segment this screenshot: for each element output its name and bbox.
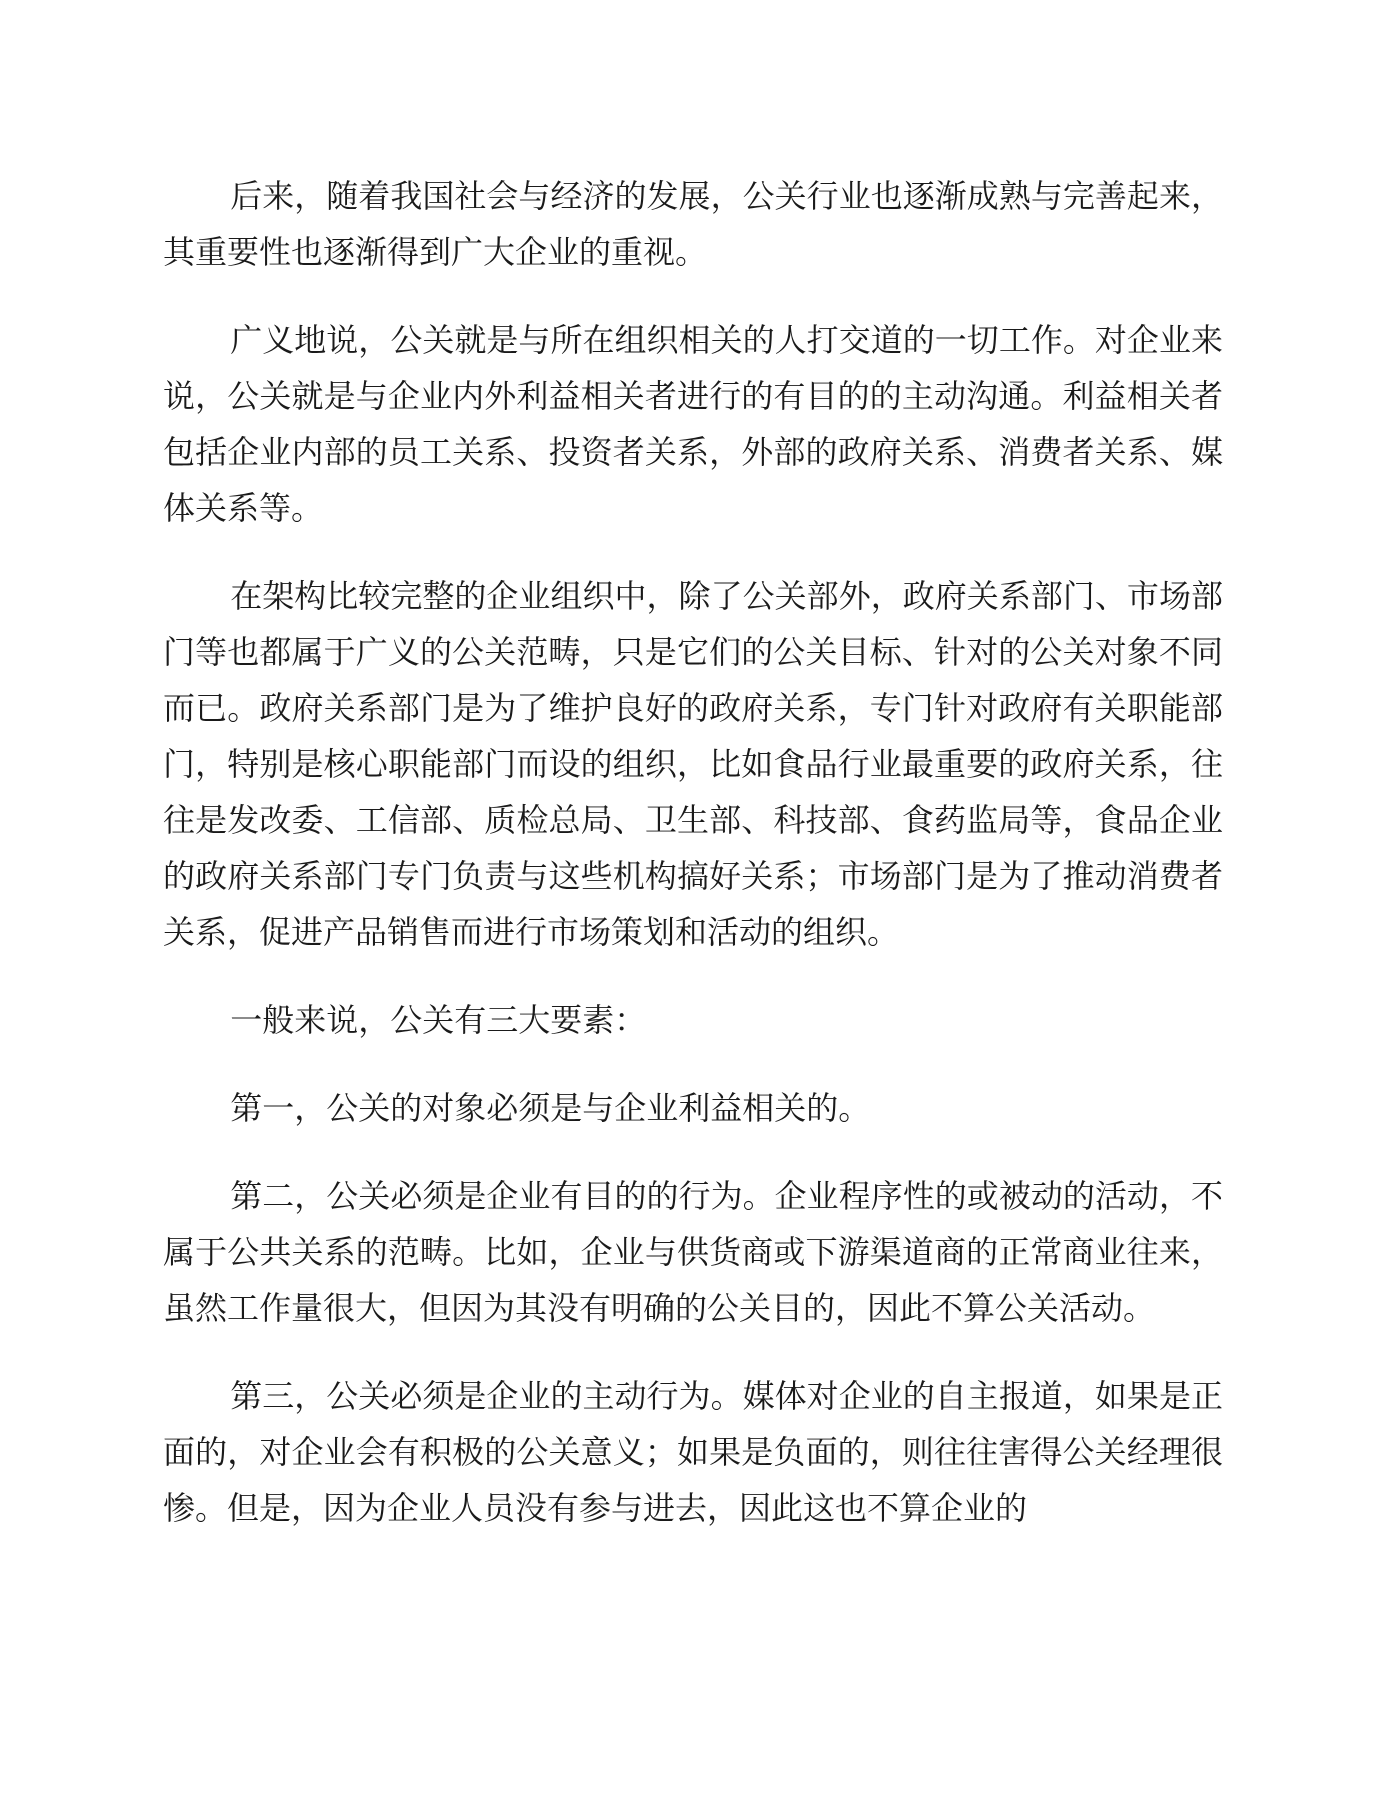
paragraph: 第一，公关的对象必须是与企业利益相关的。 <box>230 1089 871 1127</box>
paragraph: 第三，公关必须是企业的主动行为。媒体对企业的自主报道，如果是正面的，对企业会有积极的公关意义；如果是负面的，则往往害得公关经理很惨。但是，因为企业人员没有参与进去，因此这也不算企业的 <box>163 1377 1223 1527</box>
paragraph: 在架构比较完整的企业组织中，除了公关部外，政府关系部门、市场部门等也都属于广义的公关范畴，只是它们的公关目标、针对的公关对象不同而已。政府关系部门是为了维护良好的政府关系，专门针对政府有关职能部门，特别是核心职能部门而设的组织，比如食品行业最重要的政府关系，往往是发改委、工信部、质检总局、卫生部、科技部、食药监局等，食品企业的政府关系部门专门负责与这些机构搞好关系；市场部门是为了推动消费者关系，促进产品销售而进行市场策划和活动的组织。 <box>163 577 1223 951</box>
paragraph: 一般来说，公关有三大要素： <box>230 1001 647 1039</box>
paragraph: 第二，公关必须是企业有目的的行为。企业程序性的或被动的活动，不属于公共关系的范畴。比如，企业与供货商或下游渠道商的正常商业往来，虽然工作量很大，但因为其没有明确的公关目的，因此不算公关活动。 <box>163 1177 1223 1327</box>
paragraph: 广义地说，公关就是与所在组织相关的人打交道的一切工作。对企业来说，公关就是与企业内外利益相关者进行的有目的的主动沟通。利益相关者包括企业内部的员工关系、投资者关系，外部的政府关系、消费者关系、媒体关系等。 <box>163 321 1223 527</box>
document-body <box>163 168 1223 1536</box>
paragraph: 后来，随着我国社会与经济的发展，公关行业也逐渐成熟与完善起来，其重要性也逐渐得到广大企业的重视。 <box>163 177 1223 271</box>
